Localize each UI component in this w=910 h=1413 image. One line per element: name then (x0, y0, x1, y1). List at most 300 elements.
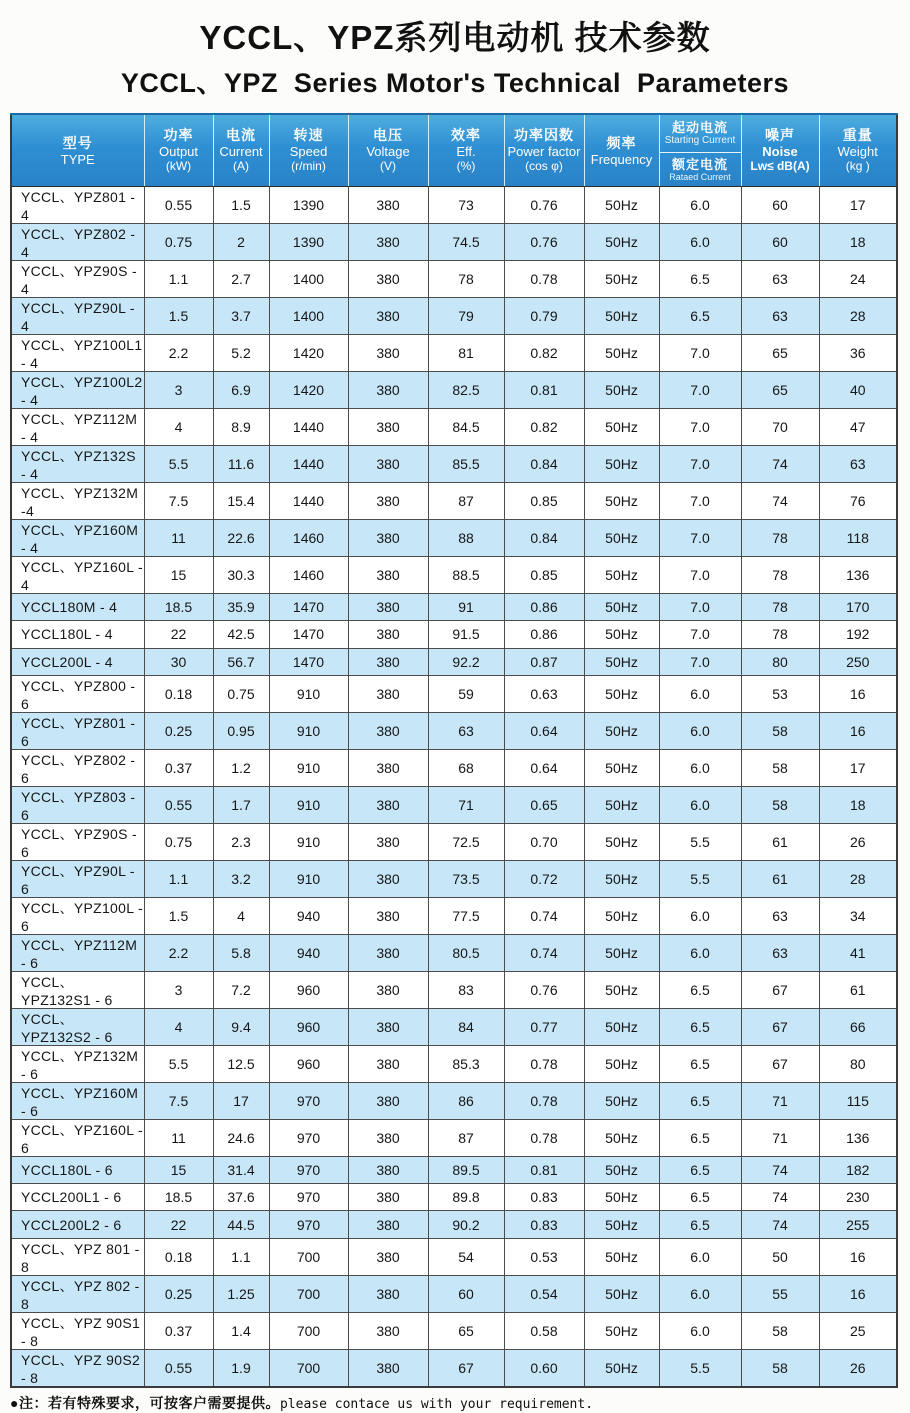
cell-type: YCCL、YPZ160L - 6 (11, 1119, 144, 1156)
cell-starting_to_rated_current: 6.0 (659, 712, 741, 749)
cell-efficiency_pct: 86 (428, 1082, 504, 1119)
cell-output_kw: 0.55 (144, 786, 213, 823)
cell-noise_db: 63 (741, 298, 819, 335)
cell-output_kw: 5.5 (144, 446, 213, 483)
cell-frequency: 50Hz (584, 1045, 659, 1082)
cell-starting_to_rated_current: 6.0 (659, 675, 741, 712)
cell-frequency: 50Hz (584, 1156, 659, 1183)
cell-frequency: 50Hz (584, 1008, 659, 1045)
cell-starting_to_rated_current: 6.5 (659, 1184, 741, 1211)
cell-frequency: 50Hz (584, 261, 659, 298)
table-row (11, 187, 897, 224)
header-label-en: Weight (837, 144, 878, 159)
cell-current_a: 1.1 (213, 1238, 269, 1275)
table-row (11, 1082, 897, 1119)
cell-speed_rpm: 970 (269, 1156, 348, 1183)
cell-frequency: 50Hz (584, 971, 659, 1008)
cell-starting_to_rated_current: 5.5 (659, 860, 741, 897)
cell-frequency: 50Hz (584, 1349, 659, 1387)
cell-noise_db: 78 (741, 520, 819, 557)
cell-power_factor: 0.86 (504, 621, 584, 648)
cell-frequency: 50Hz (584, 934, 659, 971)
cell-voltage_v: 380 (348, 749, 428, 786)
cell-output_kw: 18.5 (144, 1184, 213, 1211)
col-header-current (213, 114, 269, 187)
cell-power_factor: 0.58 (504, 1312, 584, 1349)
table-row (11, 335, 897, 372)
cell-type: YCCL、YPZ100L1 - 4 (11, 335, 144, 372)
cell-speed_rpm: 910 (269, 860, 348, 897)
cell-voltage_v: 380 (348, 298, 428, 335)
cell-noise_db: 74 (741, 1211, 819, 1238)
cell-power_factor: 0.82 (504, 409, 584, 446)
cell-speed_rpm: 1440 (269, 409, 348, 446)
cell-power_factor: 0.78 (504, 1119, 584, 1156)
cell-power_factor: 0.84 (504, 446, 584, 483)
header-unit: (r/min) (291, 159, 326, 173)
cell-starting_to_rated_current: 6.5 (659, 298, 741, 335)
cell-starting_to_rated_current: 6.0 (659, 224, 741, 261)
cell-efficiency_pct: 81 (428, 335, 504, 372)
cell-type: YCCL、YPZ 90S2 - 8 (11, 1349, 144, 1387)
cell-power_factor: 0.81 (504, 1156, 584, 1183)
cell-type: YCCL、YPZ160L - 4 (11, 557, 144, 594)
cell-weight_kg: 80 (819, 1045, 897, 1082)
cell-noise_db: 78 (741, 594, 819, 621)
header-label-zh: 额定电流 (671, 156, 728, 172)
cell-voltage_v: 380 (348, 520, 428, 557)
cell-voltage_v: 380 (348, 224, 428, 261)
cell-output_kw: 0.18 (144, 675, 213, 712)
cell-output_kw: 0.18 (144, 1238, 213, 1275)
header-label-zh: 电压 (373, 127, 403, 143)
cell-voltage_v: 380 (348, 1312, 428, 1349)
cell-noise_db: 63 (741, 934, 819, 971)
cell-voltage_v: 380 (348, 1156, 428, 1183)
cell-current_a: 0.95 (213, 712, 269, 749)
table-row (11, 594, 897, 621)
cell-frequency: 50Hz (584, 483, 659, 520)
header-label-en: Output (158, 144, 199, 159)
cell-noise_db: 58 (741, 786, 819, 823)
cell-starting_to_rated_current: 7.0 (659, 372, 741, 409)
table-row (11, 860, 897, 897)
table-row (11, 971, 897, 1008)
header-unit: (cos φ) (525, 159, 563, 173)
cell-output_kw: 30 (144, 648, 213, 675)
cell-power_factor: 0.70 (504, 823, 584, 860)
cell-starting_to_rated_current: 7.0 (659, 335, 741, 372)
cell-voltage_v: 380 (348, 860, 428, 897)
cell-type: YCCL、YPZ803 - 6 (11, 786, 144, 823)
cell-voltage_v: 380 (348, 1119, 428, 1156)
cell-weight_kg: 17 (819, 749, 897, 786)
header-unit: (A) (233, 159, 249, 173)
cell-power_factor: 0.82 (504, 335, 584, 372)
table-row (11, 1184, 897, 1211)
cell-efficiency_pct: 63 (428, 712, 504, 749)
cell-weight_kg: 25 (819, 1312, 897, 1349)
cell-efficiency_pct: 74.5 (428, 224, 504, 261)
cell-output_kw: 0.75 (144, 823, 213, 860)
cell-current_a: 3.7 (213, 298, 269, 335)
cell-frequency: 50Hz (584, 1211, 659, 1238)
cell-weight_kg: 26 (819, 823, 897, 860)
cell-noise_db: 67 (741, 971, 819, 1008)
cell-noise_db: 67 (741, 1008, 819, 1045)
cell-frequency: 50Hz (584, 298, 659, 335)
cell-current_a: 2.3 (213, 823, 269, 860)
cell-weight_kg: 118 (819, 520, 897, 557)
cell-type: YCCL、YPZ90S - 4 (11, 261, 144, 298)
cell-noise_db: 60 (741, 187, 819, 224)
cell-power_factor: 0.87 (504, 648, 584, 675)
header-label-en: Current (219, 144, 263, 159)
cell-output_kw: 5.5 (144, 1045, 213, 1082)
cell-current_a: 31.4 (213, 1156, 269, 1183)
cell-power_factor: 0.64 (504, 749, 584, 786)
cell-efficiency_pct: 71 (428, 786, 504, 823)
col-header-power-factor (504, 114, 584, 187)
cell-weight_kg: 28 (819, 860, 897, 897)
cell-frequency: 50Hz (584, 187, 659, 224)
cell-noise_db: 58 (741, 749, 819, 786)
cell-efficiency_pct: 83 (428, 971, 504, 1008)
cell-speed_rpm: 1390 (269, 224, 348, 261)
cell-output_kw: 0.37 (144, 1312, 213, 1349)
table-row (11, 261, 897, 298)
cell-speed_rpm: 960 (269, 1008, 348, 1045)
cell-noise_db: 67 (741, 1045, 819, 1082)
cell-noise_db: 74 (741, 1184, 819, 1211)
cell-starting_to_rated_current: 7.0 (659, 446, 741, 483)
cell-type: YCCL、YPZ 801 - 8 (11, 1238, 144, 1275)
cell-power_factor: 0.76 (504, 187, 584, 224)
cell-current_a: 11.6 (213, 446, 269, 483)
cell-starting_to_rated_current: 7.0 (659, 409, 741, 446)
cell-voltage_v: 380 (348, 261, 428, 298)
cell-current_a: 4 (213, 897, 269, 934)
header-unit: (V) (380, 159, 396, 173)
cell-starting_to_rated_current: 6.0 (659, 1312, 741, 1349)
cell-weight_kg: 61 (819, 971, 897, 1008)
cell-current_a: 3.2 (213, 860, 269, 897)
cell-speed_rpm: 970 (269, 1119, 348, 1156)
cell-current_a: 1.7 (213, 786, 269, 823)
cell-speed_rpm: 940 (269, 934, 348, 971)
cell-efficiency_pct: 54 (428, 1238, 504, 1275)
cell-power_factor: 0.81 (504, 372, 584, 409)
cell-type: YCCL、YPZ160M - 6 (11, 1082, 144, 1119)
cell-frequency: 50Hz (584, 675, 659, 712)
cell-speed_rpm: 910 (269, 675, 348, 712)
cell-output_kw: 2.2 (144, 934, 213, 971)
cell-frequency: 50Hz (584, 409, 659, 446)
header-label-en: Eff. (456, 144, 476, 159)
cell-noise_db: 58 (741, 1349, 819, 1387)
cell-power_factor: 0.78 (504, 1045, 584, 1082)
header-label-zh: 转速 (293, 127, 324, 143)
cell-current_a: 7.2 (213, 971, 269, 1008)
header-label-en: Frequency (590, 151, 653, 167)
cell-starting_to_rated_current: 5.5 (659, 823, 741, 860)
header-label-en: TYPE (60, 151, 95, 167)
cell-speed_rpm: 970 (269, 1211, 348, 1238)
cell-frequency: 50Hz (584, 520, 659, 557)
col-header-weight (819, 114, 897, 187)
cell-type: YCCL200L - 4 (11, 648, 144, 675)
cell-weight_kg: 18 (819, 786, 897, 823)
cell-starting_to_rated_current: 7.0 (659, 557, 741, 594)
cell-current_a: 5.2 (213, 335, 269, 372)
cell-output_kw: 3 (144, 971, 213, 1008)
cell-current_a: 1.25 (213, 1275, 269, 1312)
cell-power_factor: 0.64 (504, 712, 584, 749)
header-label-zh: 功率 (163, 127, 194, 143)
cell-power_factor: 0.84 (504, 520, 584, 557)
cell-weight_kg: 76 (819, 483, 897, 520)
cell-weight_kg: 18 (819, 224, 897, 261)
cell-starting_to_rated_current: 6.5 (659, 1008, 741, 1045)
cell-voltage_v: 380 (348, 712, 428, 749)
cell-power_factor: 0.78 (504, 261, 584, 298)
cell-voltage_v: 380 (348, 187, 428, 224)
cell-type: YCCL、YPZ90L - 6 (11, 860, 144, 897)
cell-current_a: 6.9 (213, 372, 269, 409)
cell-starting_to_rated_current: 6.5 (659, 1156, 741, 1183)
cell-output_kw: 0.25 (144, 1275, 213, 1312)
cell-output_kw: 15 (144, 1156, 213, 1183)
cell-output_kw: 0.55 (144, 1349, 213, 1387)
cell-efficiency_pct: 73 (428, 187, 504, 224)
header-unit: Lw≤ dB(A) (750, 159, 810, 173)
table-row (11, 1275, 897, 1312)
cell-current_a: 5.8 (213, 934, 269, 971)
header-label-zh: 型号 (62, 134, 93, 151)
cell-efficiency_pct: 82.5 (428, 372, 504, 409)
cell-frequency: 50Hz (584, 749, 659, 786)
cell-efficiency_pct: 84 (428, 1008, 504, 1045)
header-label-zh: 起动电流 (671, 120, 728, 135)
cell-voltage_v: 380 (348, 372, 428, 409)
cell-noise_db: 71 (741, 1082, 819, 1119)
cell-type: YCCL、YPZ112M - 4 (11, 409, 144, 446)
starting-current-label (660, 115, 741, 153)
cell-frequency: 50Hz (584, 335, 659, 372)
header-label-en: Noise (762, 144, 798, 159)
cell-type: YCCL、YPZ802 - 4 (11, 224, 144, 261)
cell-type: YCCL200L2 - 6 (11, 1211, 144, 1238)
cell-frequency: 50Hz (584, 621, 659, 648)
cell-speed_rpm: 910 (269, 712, 348, 749)
header-label-en: Voltage (366, 144, 410, 159)
cell-starting_to_rated_current: 6.0 (659, 749, 741, 786)
cell-current_a: 30.3 (213, 557, 269, 594)
cell-noise_db: 63 (741, 897, 819, 934)
table-body (11, 187, 897, 1387)
footnote-zh: ●注：若有特殊要求，可按客户需要提供。 (10, 1394, 280, 1411)
cell-efficiency_pct: 88.5 (428, 557, 504, 594)
col-header-type (11, 114, 144, 187)
header-label-en: Power factor (507, 144, 581, 159)
cell-type: YCCL、YPZ 802 - 8 (11, 1275, 144, 1312)
cell-frequency: 50Hz (584, 648, 659, 675)
cell-noise_db: 53 (741, 675, 819, 712)
cell-type: YCCL、YPZ801 - 4 (11, 187, 144, 224)
table-row (11, 372, 897, 409)
header-label-en: Starting Current (664, 135, 736, 146)
cell-speed_rpm: 1390 (269, 187, 348, 224)
cell-efficiency_pct: 85.5 (428, 446, 504, 483)
cell-efficiency_pct: 89.5 (428, 1156, 504, 1183)
cell-weight_kg: 16 (819, 1275, 897, 1312)
cell-type: YCCL、YPZ802 - 6 (11, 749, 144, 786)
cell-efficiency_pct: 73.5 (428, 860, 504, 897)
cell-speed_rpm: 1470 (269, 621, 348, 648)
cell-starting_to_rated_current: 6.5 (659, 971, 741, 1008)
cell-current_a: 2 (213, 224, 269, 261)
table-row (11, 934, 897, 971)
cell-type: YCCL、YPZ100L - 6 (11, 897, 144, 934)
cell-weight_kg: 17 (819, 187, 897, 224)
cell-weight_kg: 34 (819, 897, 897, 934)
cell-speed_rpm: 910 (269, 786, 348, 823)
cell-voltage_v: 380 (348, 1238, 428, 1275)
cell-voltage_v: 380 (348, 335, 428, 372)
cell-speed_rpm: 700 (269, 1349, 348, 1387)
cell-weight_kg: 250 (819, 648, 897, 675)
cell-speed_rpm: 1400 (269, 261, 348, 298)
cell-frequency: 50Hz (584, 1184, 659, 1211)
cell-noise_db: 55 (741, 1275, 819, 1312)
cell-power_factor: 0.85 (504, 483, 584, 520)
cell-noise_db: 65 (741, 372, 819, 409)
cell-output_kw: 0.75 (144, 224, 213, 261)
cell-voltage_v: 380 (348, 483, 428, 520)
cell-weight_kg: 63 (819, 446, 897, 483)
cell-type: YCCL180M - 4 (11, 594, 144, 621)
cell-type: YCCL、YPZ132S1 - 6 (11, 971, 144, 1008)
cell-type: YCCL、YPZ132M -4 (11, 483, 144, 520)
cell-weight_kg: 115 (819, 1082, 897, 1119)
cell-weight_kg: 16 (819, 712, 897, 749)
cell-weight_kg: 170 (819, 594, 897, 621)
cell-current_a: 0.75 (213, 675, 269, 712)
cell-current_a: 2.7 (213, 261, 269, 298)
rated-current-label (660, 153, 741, 186)
header-label-zh: 重量 (842, 127, 873, 143)
cell-starting_to_rated_current: 7.0 (659, 520, 741, 557)
cell-power_factor: 0.85 (504, 557, 584, 594)
table-row (11, 1156, 897, 1183)
header-unit: (%) (456, 159, 476, 173)
cell-noise_db: 74 (741, 483, 819, 520)
cell-power_factor: 0.60 (504, 1349, 584, 1387)
cell-speed_rpm: 910 (269, 749, 348, 786)
cell-efficiency_pct: 87 (428, 483, 504, 520)
cell-power_factor: 0.65 (504, 786, 584, 823)
cell-weight_kg: 192 (819, 621, 897, 648)
cell-voltage_v: 380 (348, 594, 428, 621)
cell-voltage_v: 380 (348, 1082, 428, 1119)
cell-power_factor: 0.77 (504, 1008, 584, 1045)
cell-weight_kg: 230 (819, 1184, 897, 1211)
cell-speed_rpm: 1420 (269, 335, 348, 372)
cell-power_factor: 0.54 (504, 1275, 584, 1312)
cell-output_kw: 22 (144, 621, 213, 648)
cell-starting_to_rated_current: 6.5 (659, 1211, 741, 1238)
cell-current_a: 1.2 (213, 749, 269, 786)
cell-weight_kg: 28 (819, 298, 897, 335)
cell-starting_to_rated_current: 6.0 (659, 1238, 741, 1275)
cell-current_a: 56.7 (213, 648, 269, 675)
cell-current_a: 8.9 (213, 409, 269, 446)
cell-speed_rpm: 1470 (269, 648, 348, 675)
cell-starting_to_rated_current: 7.0 (659, 483, 741, 520)
cell-voltage_v: 380 (348, 1275, 428, 1312)
cell-output_kw: 7.5 (144, 1082, 213, 1119)
header-label-en: Speed (289, 144, 328, 159)
cell-speed_rpm: 1470 (269, 594, 348, 621)
cell-starting_to_rated_current: 6.0 (659, 897, 741, 934)
cell-efficiency_pct: 92.2 (428, 648, 504, 675)
cell-starting_to_rated_current: 6.0 (659, 786, 741, 823)
cell-weight_kg: 26 (819, 1349, 897, 1387)
cell-frequency: 50Hz (584, 712, 659, 749)
cell-efficiency_pct: 91 (428, 594, 504, 621)
cell-frequency: 50Hz (584, 1275, 659, 1312)
cell-voltage_v: 380 (348, 1008, 428, 1045)
cell-voltage_v: 380 (348, 557, 428, 594)
cell-voltage_v: 380 (348, 446, 428, 483)
cell-output_kw: 0.25 (144, 712, 213, 749)
table-header (11, 114, 897, 187)
cell-type: YCCL180L - 4 (11, 621, 144, 648)
cell-efficiency_pct: 89.8 (428, 1184, 504, 1211)
cell-starting_to_rated_current: 6.5 (659, 261, 741, 298)
table-row (11, 409, 897, 446)
table-row (11, 298, 897, 335)
table-row (11, 786, 897, 823)
cell-weight_kg: 182 (819, 1156, 897, 1183)
cell-noise_db: 63 (741, 261, 819, 298)
cell-noise_db: 50 (741, 1238, 819, 1275)
table-row (11, 1119, 897, 1156)
cell-noise_db: 74 (741, 1156, 819, 1183)
col-header-starting-current (659, 114, 741, 187)
cell-output_kw: 1.1 (144, 261, 213, 298)
cell-output_kw: 7.5 (144, 483, 213, 520)
cell-voltage_v: 380 (348, 648, 428, 675)
table-row (11, 749, 897, 786)
cell-noise_db: 74 (741, 446, 819, 483)
cell-frequency: 50Hz (584, 1119, 659, 1156)
cell-efficiency_pct: 67 (428, 1349, 504, 1387)
cell-noise_db: 80 (741, 648, 819, 675)
header-label-zh: 效率 (451, 127, 481, 143)
cell-power_factor: 0.76 (504, 971, 584, 1008)
cell-efficiency_pct: 84.5 (428, 409, 504, 446)
table-row (11, 224, 897, 261)
cell-noise_db: 70 (741, 409, 819, 446)
cell-frequency: 50Hz (584, 224, 659, 261)
cell-power_factor: 0.76 (504, 224, 584, 261)
cell-speed_rpm: 1420 (269, 372, 348, 409)
cell-voltage_v: 380 (348, 786, 428, 823)
cell-noise_db: 78 (741, 557, 819, 594)
cell-power_factor: 0.74 (504, 934, 584, 971)
cell-output_kw: 1.5 (144, 298, 213, 335)
